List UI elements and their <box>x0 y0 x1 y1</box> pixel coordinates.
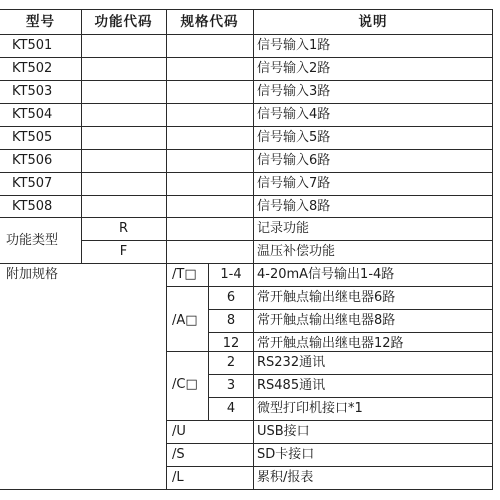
spec-value-cell: 1-4 <box>220 267 242 282</box>
additional-spec-label: 附加规格 <box>6 267 59 282</box>
grid-line <box>0 263 493 264</box>
model-cell: KT504 <box>12 107 53 122</box>
grid-line <box>166 286 493 287</box>
grid-line <box>166 443 493 444</box>
spec-code-cell: /C□ <box>172 377 198 392</box>
description-cell: USB接口 <box>257 424 310 439</box>
grid-line <box>253 9 254 490</box>
function-code-cell: F <box>119 244 128 259</box>
grid-line <box>0 195 493 196</box>
header-description: 说明 <box>358 14 388 30</box>
description-cell: 信号输入2路 <box>257 61 331 76</box>
header-spec-code: 规格代码 <box>180 14 239 30</box>
description-cell: 信号输入6路 <box>257 153 331 168</box>
grid-line <box>0 103 493 104</box>
model-cell: KT506 <box>12 153 53 168</box>
spec-code-cell: /A□ <box>172 313 198 328</box>
spec-code-cell: /U <box>172 424 186 439</box>
grid-line <box>166 9 167 490</box>
grid-line <box>208 374 493 375</box>
grid-line <box>0 9 493 10</box>
description-cell: 常开触点输出继电器12路 <box>257 336 404 351</box>
description-cell: 记录功能 <box>257 221 310 236</box>
spec-value-cell: 6 <box>226 290 236 305</box>
header-model: 型号 <box>26 14 55 30</box>
grid-line <box>492 9 493 490</box>
spec-code-cell: /T□ <box>172 267 197 282</box>
function-type-label: 功能类型 <box>6 233 59 248</box>
spec-value-cell: 2 <box>226 355 236 370</box>
grid-line <box>208 263 209 420</box>
model-cell: KT501 <box>12 38 53 53</box>
description-cell: 微型打印机接口*1 <box>257 401 363 416</box>
description-cell: SD卡接口 <box>257 447 315 462</box>
spec-value-cell: 3 <box>226 378 236 393</box>
model-cell: KT508 <box>12 199 53 214</box>
model-cell: KT507 <box>12 176 53 191</box>
model-cell: KT503 <box>12 84 53 99</box>
grid-line <box>0 126 493 127</box>
grid-line <box>166 466 493 467</box>
description-cell: 信号输入4路 <box>257 107 331 122</box>
header-function-code: 功能代码 <box>94 14 153 30</box>
spec-code-cell: /S <box>172 447 185 462</box>
description-cell: 累积/报表 <box>257 470 314 485</box>
grid-line <box>208 397 493 398</box>
description-cell: 4-20mA信号输出1-4路 <box>257 267 395 282</box>
grid-line <box>166 351 493 352</box>
grid-line <box>0 80 493 81</box>
grid-line <box>0 57 493 58</box>
description-cell: 温压补偿功能 <box>257 244 336 259</box>
grid-line <box>81 240 493 241</box>
grid-line <box>81 9 82 263</box>
grid-line <box>208 332 493 333</box>
model-cell: KT502 <box>12 61 53 76</box>
grid-line <box>208 309 493 310</box>
description-cell: 信号输入3路 <box>257 84 331 99</box>
description-cell: 信号输入1路 <box>257 38 331 53</box>
description-cell: 信号输入5路 <box>257 130 331 145</box>
description-cell: 信号输入7路 <box>257 176 331 191</box>
grid-line <box>0 172 493 173</box>
description-cell: RS232通讯 <box>257 355 326 370</box>
spec-value-cell: 4 <box>226 401 236 416</box>
description-cell: RS485通讯 <box>257 378 326 393</box>
grid-line <box>0 34 493 35</box>
model-cell: KT505 <box>12 130 53 145</box>
grid-line <box>0 489 493 490</box>
spec-code-cell: /L <box>172 470 184 485</box>
spec-value-cell: 12 <box>222 336 240 351</box>
function-code-cell: R <box>118 221 129 236</box>
grid-line <box>0 149 493 150</box>
description-cell: 常开触点输出继电器8路 <box>257 313 396 328</box>
grid-line <box>166 420 493 421</box>
spec-value-cell: 8 <box>226 313 236 328</box>
description-cell: 信号输入8路 <box>257 199 331 214</box>
grid-line <box>0 217 493 218</box>
description-cell: 常开触点输出继电器6路 <box>257 290 396 305</box>
